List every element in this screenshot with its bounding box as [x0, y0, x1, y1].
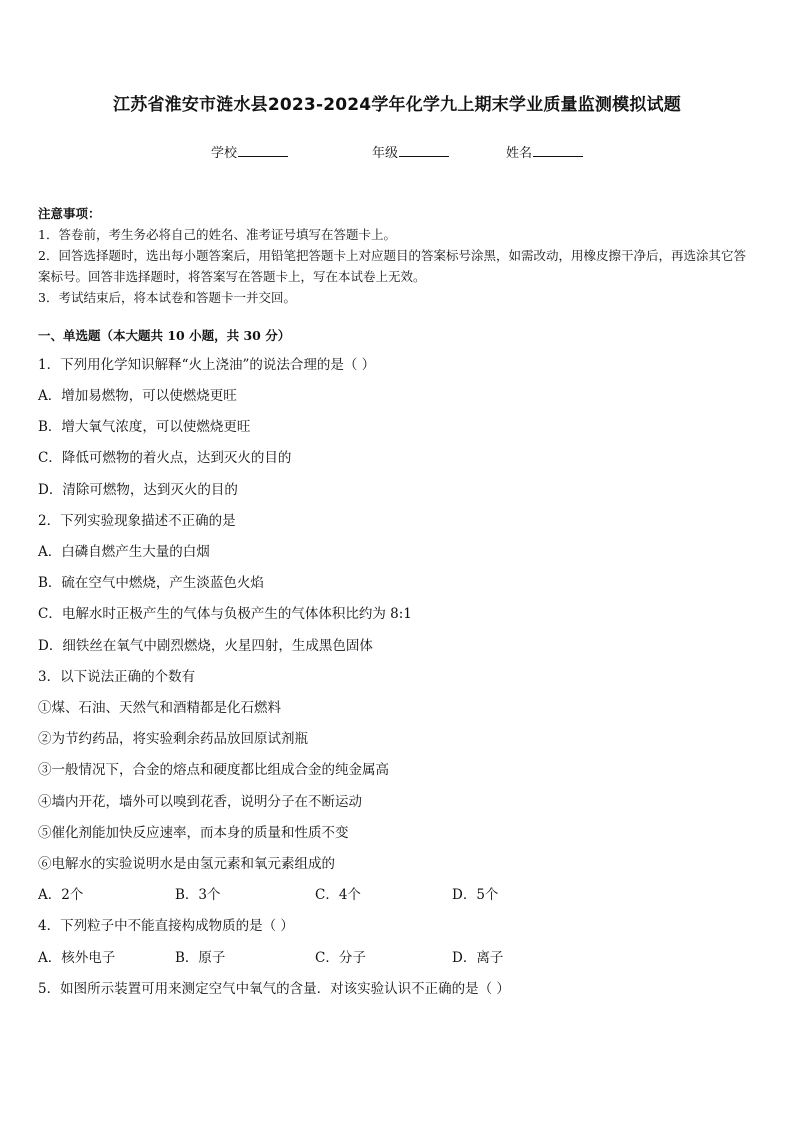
name-blank — [533, 143, 583, 157]
q3-statement-6: ⑥电解水的实验说明水是由氢元素和氧元素组成的 — [38, 856, 335, 872]
q4-options — [38, 946, 758, 966]
q3-statement-1: ①煤、石油、天然气和酒精都是化石燃料 — [38, 700, 281, 716]
q3-option-c: C．4个 — [315, 887, 361, 903]
q2-option-d: D．细铁丝在氧气中剧烈燃烧，火星四射，生成黑色固体 — [38, 638, 373, 654]
grade-label: 年级 — [372, 146, 399, 161]
notice-item-3: 3．考试结束后，将本试卷和答题卡一并交回。 — [38, 290, 296, 305]
name-label: 姓名 — [506, 146, 533, 161]
q2-option-a: A．白磷自燃产生大量的白烟 — [38, 544, 210, 560]
q5-stem: 5．如图所示装置可用来测定空气中氧气的含量．对该实验认识不正确的是（ ） — [38, 981, 510, 997]
notice-heading: 注意事项： — [38, 206, 101, 221]
q3-options — [38, 883, 758, 903]
school-blank — [238, 143, 288, 157]
grade-blank — [399, 143, 449, 157]
q4-option-b: B．原子 — [175, 950, 226, 966]
school-label: 学校 — [211, 146, 238, 161]
q2-option-b: B．硫在空气中燃烧，产生淡蓝色火焰 — [38, 575, 264, 591]
section-heading: 一、单选题（本大题共 10 小题，共 30 分） — [38, 328, 291, 343]
school-field — [211, 142, 288, 161]
q4-option-d: D．离子 — [452, 950, 504, 966]
q3-option-a: A．2个 — [38, 887, 84, 903]
q3-statement-3: ③一般情况下，合金的熔点和硬度都比组成合金的纯金属高 — [38, 762, 389, 778]
q3-stem: 3．以下说法正确的个数有 — [38, 669, 196, 685]
q3-statement-4: ④墙内开花，墙外可以嗅到花香，说明分子在不断运动 — [38, 794, 362, 810]
q4-option-c: C．分子 — [315, 950, 366, 966]
grade-field — [372, 142, 449, 161]
q4-stem: 4．下列粒子中不能直接构成物质的是（ ） — [38, 918, 294, 934]
page-title: 江苏省淮安市涟水县2023-2024学年化学九上期末学业质量监测模拟试题 — [113, 95, 681, 115]
q1-option-d: D．清除可燃物，达到灭火的目的 — [38, 482, 238, 498]
q2-stem: 2．下列实验现象描述不正确的是 — [38, 513, 236, 529]
q2-option-c: C．电解水时正极产生的气体与负极产生的气体体积比约为 8:1 — [38, 606, 412, 622]
notice-item-2: 2．回答选择题时，选出每小题答案后，用铅笔把答题卡上对应题目的答案标号涂黑，如需改动，用橡皮擦干净后，再选涂其它答案标号。回答非选择题时，将答案写在答题卡上，写在本试卷上无效。 — [38, 248, 746, 284]
q1-stem: 1．下列用化学知识解释“火上浇油”的说法合理的是（ ） — [38, 357, 376, 373]
q3-statement-2: ②为节约药品，将实验剩余药品放回原试剂瓶 — [38, 731, 308, 747]
q3-option-d: D．5个 — [452, 887, 499, 903]
q1-option-c: C．降低可燃物的着火点，达到灭火的目的 — [38, 450, 292, 466]
notice-block — [38, 203, 758, 308]
student-info-fields — [0, 142, 794, 162]
q3-statement-5: ⑤催化剂能加快反应速率，而本身的质量和性质不变 — [38, 825, 349, 841]
name-field — [506, 142, 583, 161]
q3-option-b: B．3个 — [175, 887, 221, 903]
q1-option-a: A．增加易燃物，可以使燃烧更旺 — [38, 388, 237, 404]
q1-option-b: B．增大氧气浓度，可以使燃烧更旺 — [38, 419, 251, 435]
notice-item-1: 1．答卷前，考生务必将自己的姓名、准考证号填写在答题卡上。 — [38, 227, 396, 242]
q4-option-a: A．核外电子 — [38, 950, 116, 966]
